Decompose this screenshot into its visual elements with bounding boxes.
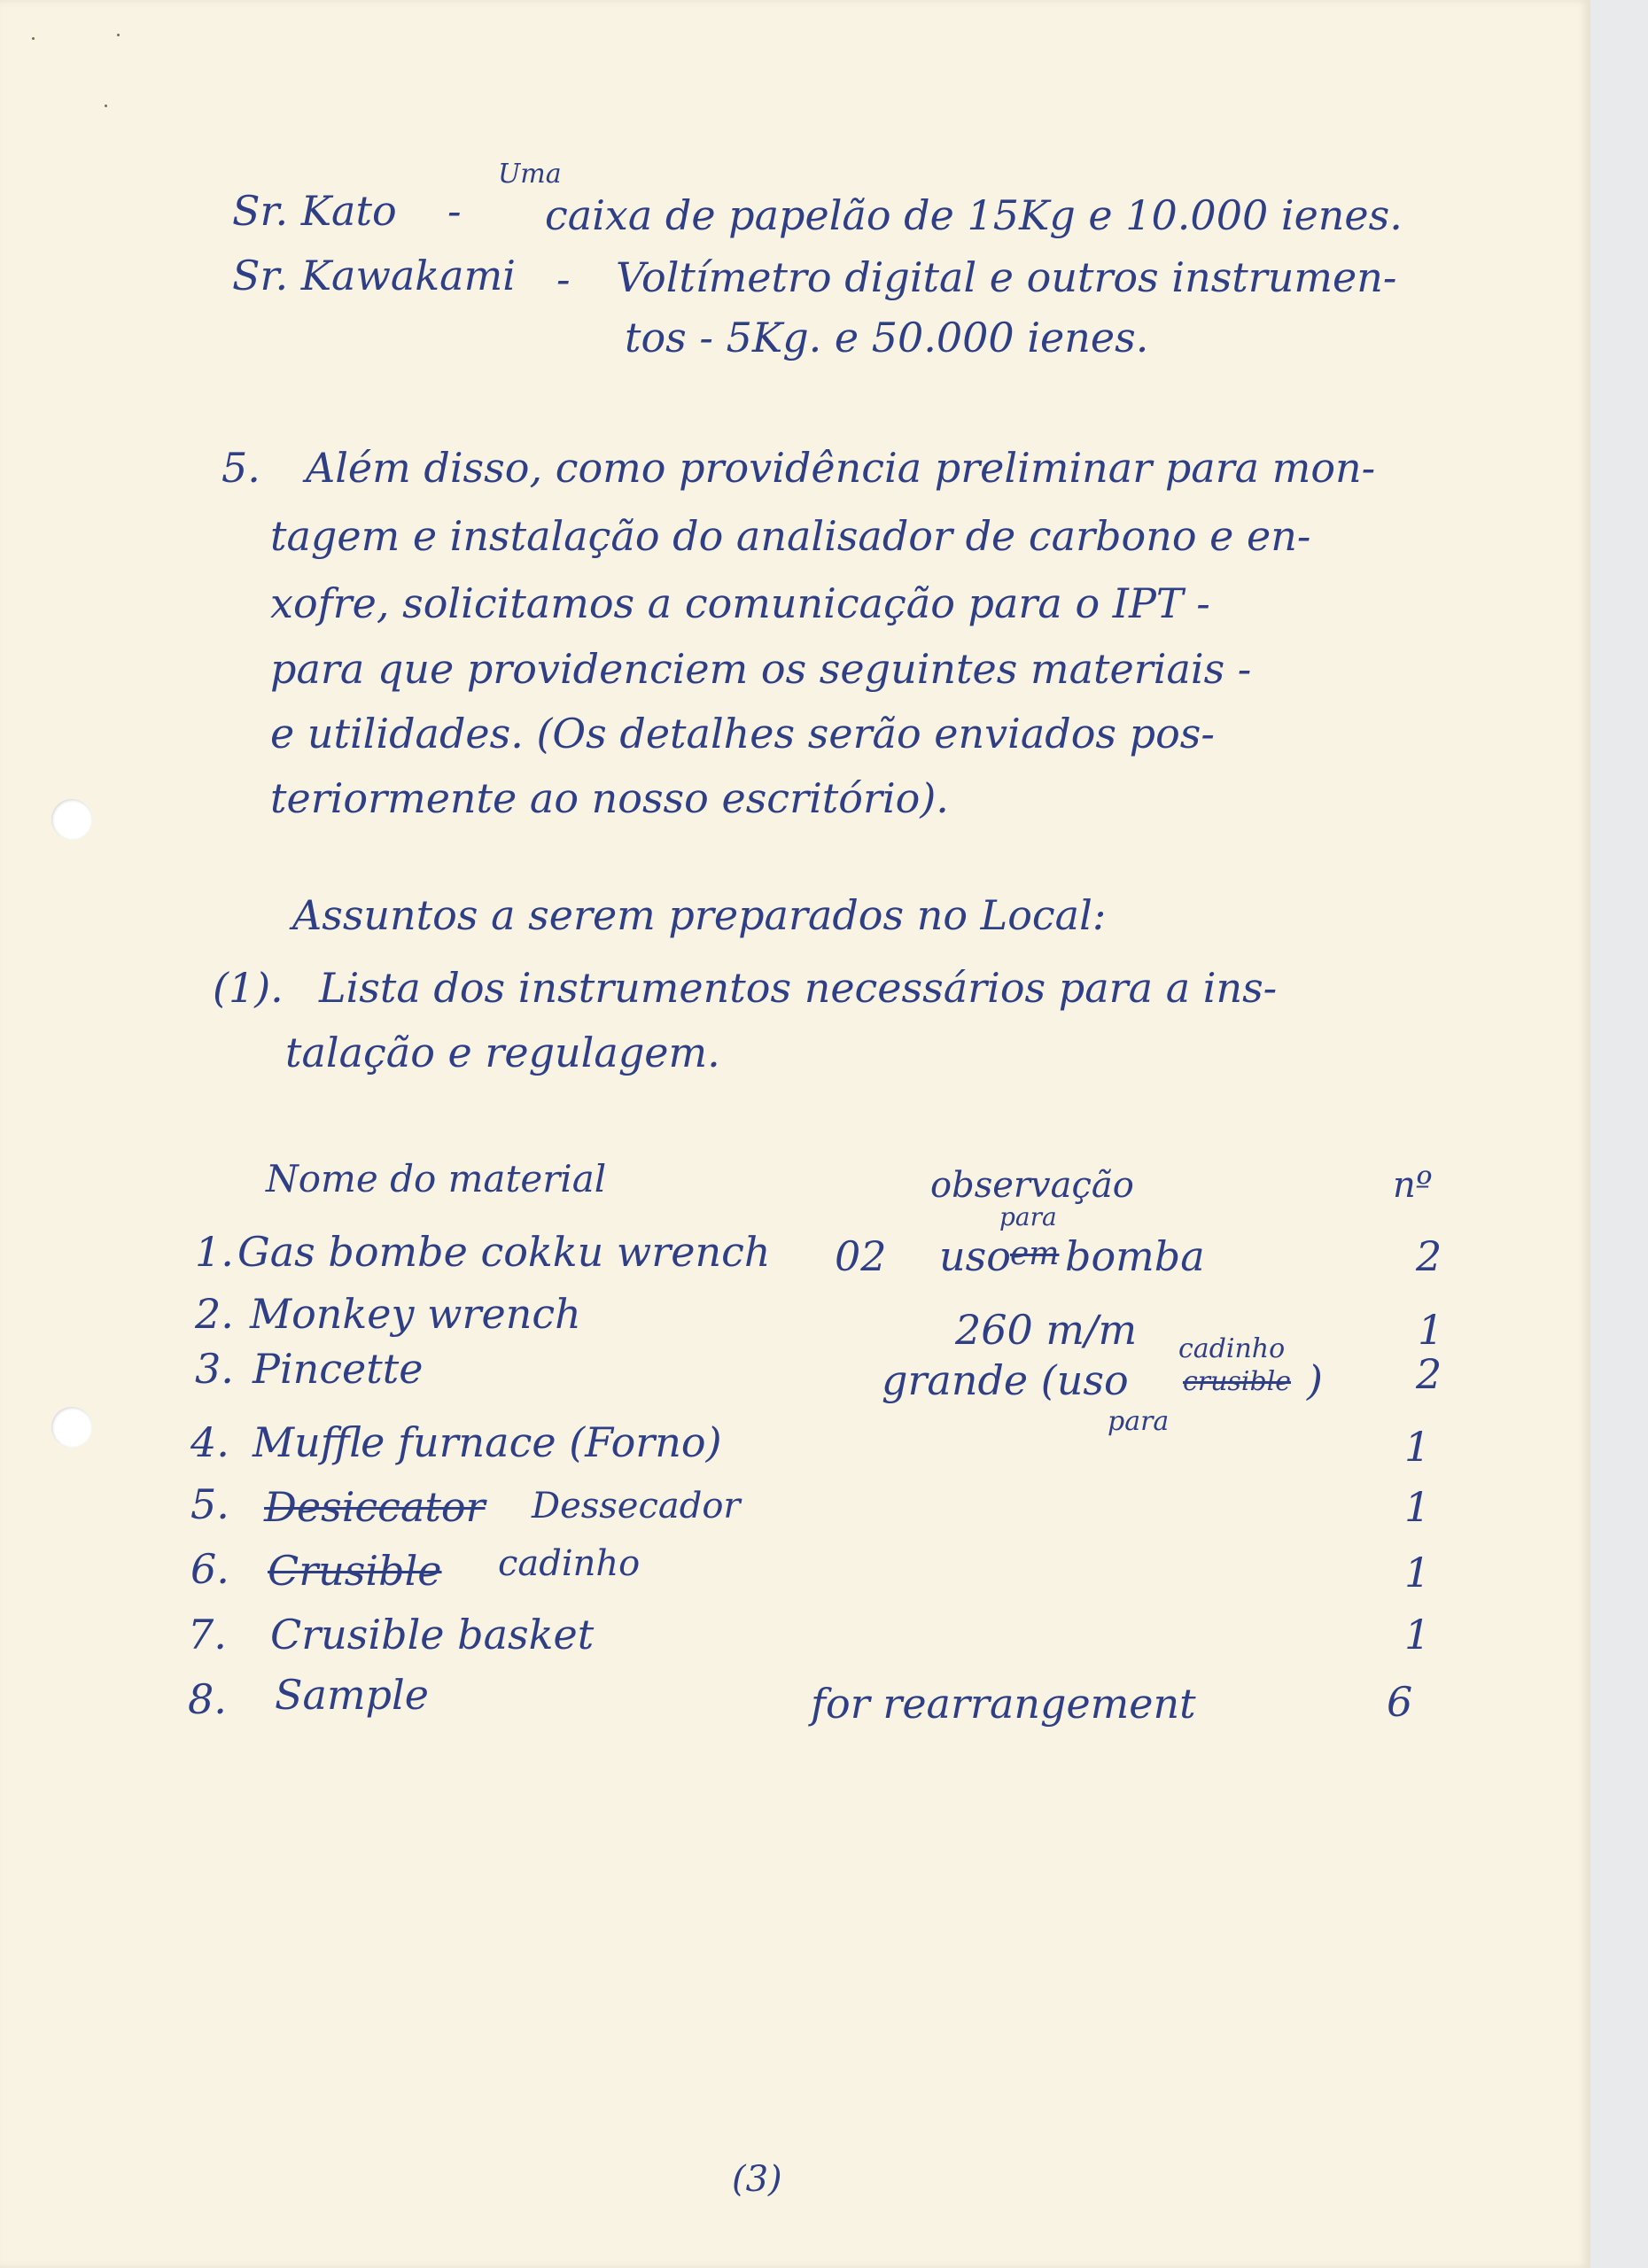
row-count: 1: [1404, 1549, 1431, 1596]
kawakami-continuation: tos - 5Kg. e 50.000 ienes.: [625, 314, 1149, 361]
paragraph-number: 5.: [222, 444, 260, 492]
row-material: Sample: [275, 1671, 429, 1719]
row-count: 1: [1404, 1483, 1431, 1531]
row-material: Dessecador: [532, 1486, 741, 1526]
punch-hole-bottom: [51, 1407, 92, 1448]
row-material-extra: 02: [835, 1232, 887, 1280]
row-observation: for rearrangement: [811, 1680, 1196, 1728]
row-observation-after: bomba: [1065, 1232, 1205, 1280]
page-number: (3): [732, 2159, 782, 2200]
row-material: cadinho: [498, 1543, 641, 1584]
kawakami-text: Voltímetro digital e outros instrumen-: [616, 253, 1397, 301]
row-observation: grande (uso: [882, 1356, 1129, 1404]
row-material: Gas bombe cokku wrench: [237, 1228, 771, 1276]
row-observation-after: ): [1307, 1356, 1323, 1404]
subject-item-line: talação e regulagem.: [285, 1029, 720, 1076]
paragraph-line: xofre, solicitamos a comunicação para o IPT -: [270, 579, 1210, 627]
row-number: 3.: [195, 1345, 234, 1393]
row-count: 1: [1404, 1611, 1431, 1658]
row-observation: 260 m/m: [955, 1306, 1138, 1354]
insertion-cadinho: cadinho: [1178, 1333, 1286, 1364]
row-count: 1: [1404, 1423, 1431, 1471]
dash: -: [556, 255, 571, 303]
paragraph-line: e utilidades. (Os detalhes serão enviados pos-: [270, 710, 1215, 757]
row-number: 8.: [188, 1675, 227, 1723]
row-number: 2.: [195, 1290, 234, 1338]
row-count: 6: [1387, 1678, 1413, 1726]
subject-heading: Assuntos a serem preparados no Local:: [292, 891, 1107, 939]
row-number: 7.: [188, 1611, 227, 1658]
kato-text: caixa de papelão de 15Kg e 10.000 ienes.: [545, 191, 1403, 239]
row-material: Crusible basket: [270, 1611, 595, 1658]
subject-item-line: Lista dos instrumentos necessários para a ins-: [319, 964, 1278, 1012]
punch-hole-top: [51, 799, 92, 840]
row-number: 5.: [190, 1480, 229, 1528]
row-material: Monkey wrench: [250, 1290, 581, 1338]
insertion-uma: Uma: [498, 159, 562, 190]
paper-speck: [117, 34, 120, 36]
row-count: 2: [1416, 1350, 1442, 1398]
row-observation: uso: [939, 1232, 1011, 1280]
row-number: 1.: [195, 1228, 234, 1276]
subject-item-number: (1).: [213, 964, 284, 1012]
row-material: Muffle furnace (Forno): [253, 1418, 722, 1466]
row-observation-struck: crusible: [1183, 1366, 1292, 1397]
sender-name-kato: Sr. Kato: [232, 187, 397, 235]
dash: -: [447, 187, 462, 235]
paragraph-line: para que providenciem os seguintes materiais -: [270, 645, 1252, 693]
paper-speck: [32, 37, 35, 40]
row-observation-struck: em: [1010, 1236, 1060, 1272]
paragraph-line: Além disso, como providência preliminar para mon-: [306, 444, 1376, 492]
sender-name-kawakami: Sr. Kawakami: [232, 252, 516, 299]
header-observation: observação: [930, 1165, 1134, 1206]
insertion-para: para: [1108, 1406, 1170, 1437]
header-material: Nome do material: [266, 1157, 607, 1200]
row-count: 2: [1416, 1232, 1442, 1280]
row-material-struck: Desiccator: [264, 1483, 486, 1531]
row-count: 1: [1418, 1306, 1444, 1354]
paragraph-line: tagem e instalação do analisador de carbono e en-: [270, 512, 1311, 560]
paragraph-line: teriormente ao nosso escritório).: [270, 774, 949, 822]
row-material: Pincette: [253, 1345, 424, 1393]
row-number: 6.: [190, 1545, 229, 1593]
insertion-para: para: [999, 1202, 1057, 1231]
row-number: 4.: [190, 1418, 229, 1466]
paper-speck: [105, 105, 107, 107]
row-material-struck: Crusible: [268, 1547, 442, 1595]
header-count: nº: [1393, 1165, 1433, 1206]
